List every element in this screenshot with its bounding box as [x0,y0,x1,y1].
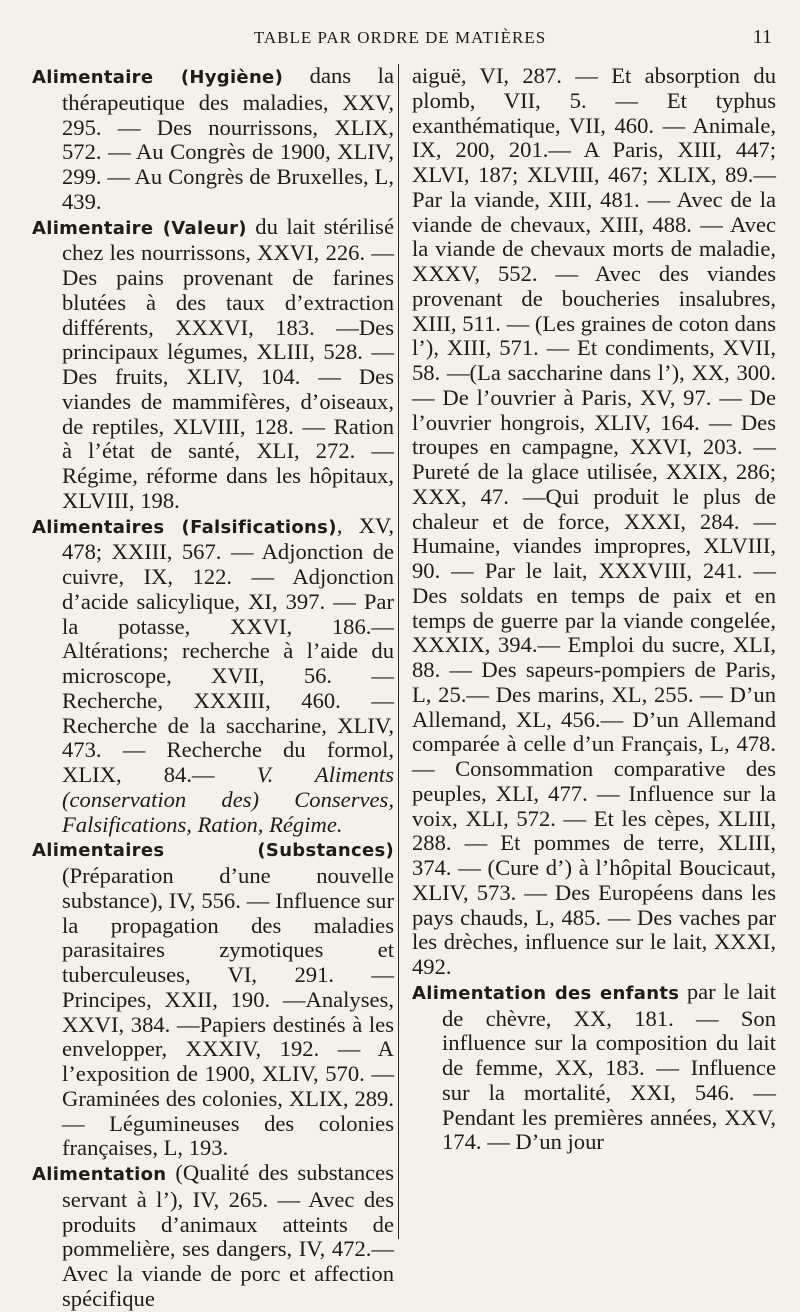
page-number: 11 [752,26,772,48]
index-entry [32,514,394,838]
entry-text: par le lait de chèvre, XX, 181. — Son influence sur la composition du lait de femme, XX, 183. — Influence sur la mortalité, XXI, 546. — Pendant les premières années, XXV, 174. — D’un jour [442,978,776,1155]
entry-text: (Qualité des substances servant à l’), IV, 265. — Avec des produits d’animaux atteints de pommelière, ses dangers, IV, 472.— Avec la viande de porc et affection spécifique [62,1160,394,1311]
header-title: TABLE PAR ORDRE DE MATIÈRES [253,28,547,47]
entry-heading: Alimentation des enfants [412,982,680,1004]
entry-text: dans la thérapeutique des maladies, XXV, 295. — Des nourrissons, XLIX, 572. — Au Congrès de 1900, XLIV, 299. — Au Congrès de Bruxelles, L, 439. [62,63,394,214]
entry-heading: Alimentaire (Hygiène) [32,67,284,88]
index-entry [32,215,394,514]
entry-heading: Alimentaire (Valeur) [32,217,247,239]
entry-heading: Alimentation [32,1164,167,1185]
left-column [32,64,394,1312]
entry-see-also: V. Aliments (conservation des) Conserves, Falsifications, Ration, Régime. [62,762,394,837]
index-entry [32,837,394,1161]
entry-text: (Préparation d’une nouvelle substance), IV, 556. — Influence sur la propagation des maladies parasitaires zymotiques et tuberculeuses, VI, 291. — Principes, XXII, 190. —Analyses, XXVI, 384. —Papiers destinés à les envelopper, XXXIV, 192. — A l’exposition de 1900, XLIV, 570. — Graminées des colonies, XLIX, 289. — Légumineuses des colonies françaises, L, 193. [62,863,394,1161]
entry-heading: Alimentaires (Substances) [32,840,394,862]
right-column [412,64,776,1155]
index-entry-continuation [412,64,776,980]
entry-heading: Alimentaires (Falsifications) [32,516,337,538]
entry-text: , XV, 478; XXIII, 567. — Adjonction de cuivre, IX, 122. — Adjonction d’acide salicylique, XI, 397. — Par la potasse, XXVI, 186.— Altérations; recherche à l’aide du microscope, XVII, 56. — Recherche, XXXIII, 460. — Recherche de la saccharine, XLIV, 473. — Recherche du formol, XLIX, 84.— [62,512,394,787]
entry-text: aiguë, VI, 287. — Et absorption du plomb, VII, 5. — Et typhus exanthématique, VII, 460. — Animale, IX, 200, 201.— A Paris, XIII, 447; XLVI, 187; XLVIII, 467; XLIX, 89.— Par la viande, XIII, 481. — Avec de la viande de chevaux, XIII, 488. — Avec la viande de chevaux morts de maladie, XXXV, 552. — Avec des viandes provenant de boucheries insalubres, XIII, 511. — (Les graines de coton dans l’), XIII, 571. — Et condiments, XVII, 58. —(La saccharine dans l’), XX, 300. — De l’ouvrier à Paris, XV, 97. — De l’ouvrier hongrois, XLIV, 164. — Des troupes en campagne, XXVI, 203. — Pureté de la glace utilisée, XXIX, 286; XXX, 47. —Qui produit le plus de chaleur et de force, XXXI, 284. — Humaine, viandes impropres, XLVIII, 90. — Par le lait, XXXVIII, 241. — Des soldats en temps de paix et en temps de guerre par la viande congelée, XXXIX, 394.— Emploi du sucre, XLI, 88. — Des sapeurs-pompiers de Paris, L, 25.— Des marins, XL, 255. — D’un Allemand, XL, 456.— D’un Allemand comparée à celle d’un Français, L, 478. — Consommation comparative des peuples, XLI, 477. — Influence sur la voix, XLI, 572. — Et les cèpes, XLIII, 288. — Et pommes de terre, XLIII, 374. — (Cure d’) à l’hôpital Boucicaut, XLIV, 573. — Des Européens dans les pays chauds, L, 485. — Des vaches par les drèches, influence sur le lait, XXXI, 492. [412,63,776,979]
entry-text: du lait stérilisé chez les nourrissons, XXVI, 226. — Des pains provenant de farines blutées à des taux d’extraction différents, XXXVI, 183. —Des principaux légumes, XLIII, 528. — Des fruits, XLIV, 104. — Des viandes de mammifères, d’oiseaux, de reptiles, XLVIII, 128. — Ration à l’état de santé, XLI, 272. — Régime, réforme dans les hôpitaux, XLVIII, 198. [62,213,394,513]
column-divider [398,64,399,1239]
running-header [0,28,800,58]
index-entry [412,980,776,1155]
index-entry [32,1161,394,1312]
index-entry [32,64,394,215]
